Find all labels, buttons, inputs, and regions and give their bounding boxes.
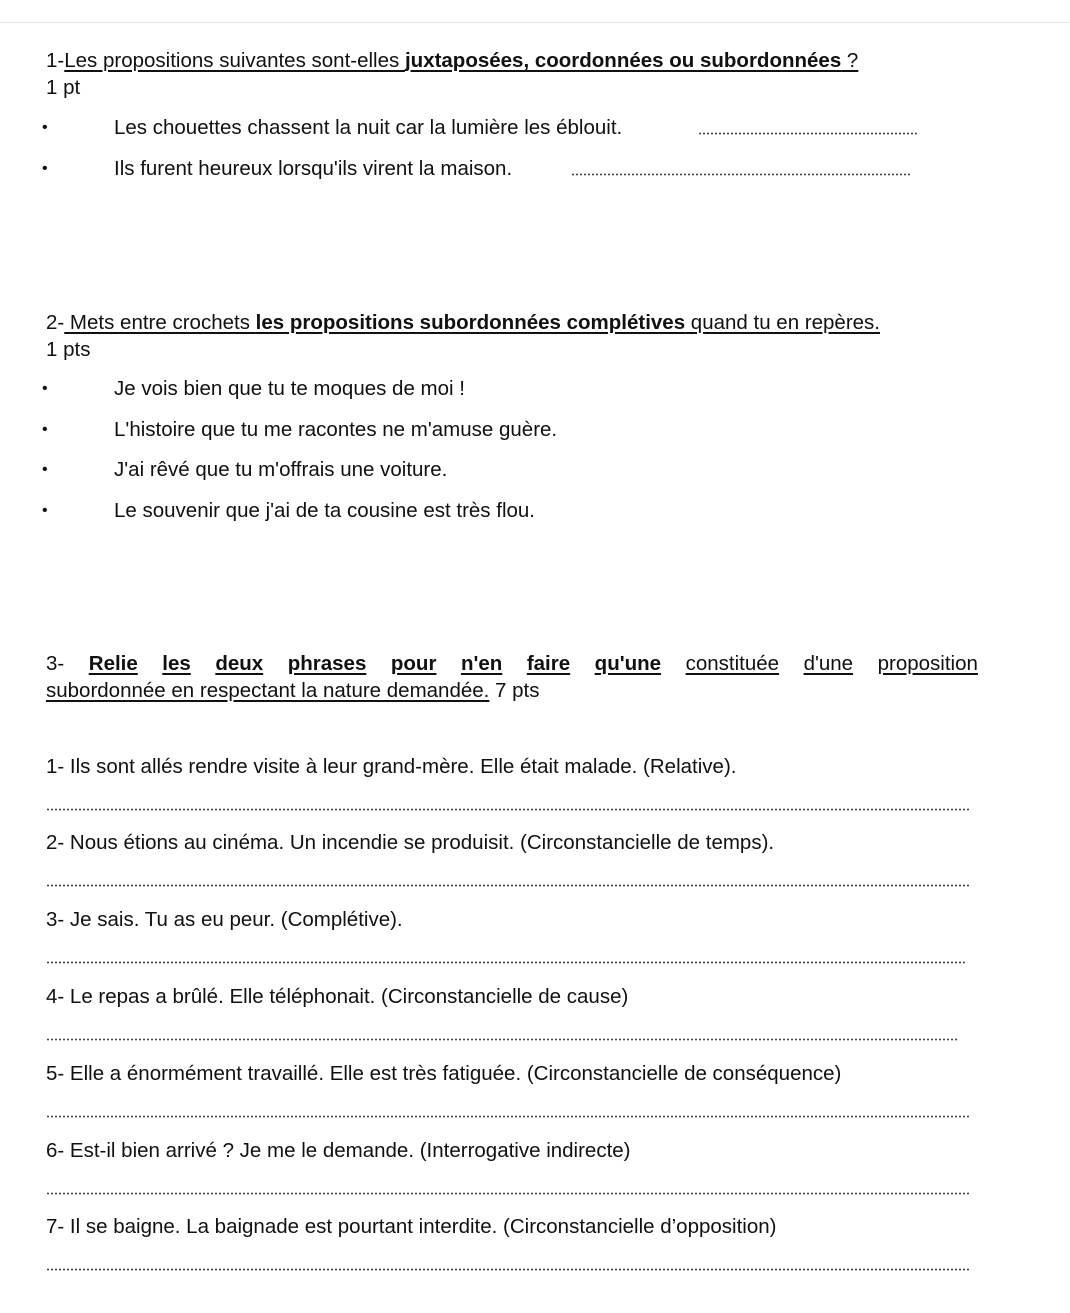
exercise-3-item: 7- Il se baigne. La baignade est pourtant interdite. (Circonstancielle d’opposition) — [46, 1215, 777, 1238]
exercise-1-item: Les chouettes chassent la nuit car la lumière les éblouit. — [114, 116, 623, 139]
answer-line[interactable] — [46, 1038, 959, 1041]
exercise-3-item: 3- Je sais. Tu as eu peur. (Complétive). — [46, 908, 403, 931]
exercise-3-item: 1- Ils sont allés rendre visite à leur grand-mère. Elle était malade. (Relative). — [46, 755, 737, 778]
exercise-1-instruction-bold: juxtaposées, coordonnées ou subordonnées — [404, 49, 842, 72]
exercise-3-number: 3- — [46, 652, 65, 675]
instruction-word: les — [162, 652, 191, 675]
exercise-2-item: L'histoire que tu me racontes ne m'amuse guère. — [114, 418, 558, 441]
exercise-2-instruction-c: quand tu en repères. — [685, 311, 880, 334]
exercise-1-instruction-a: Les propositions suivantes sont-elles — [64, 49, 405, 72]
answer-line[interactable] — [46, 961, 966, 964]
exercise-2-item: J'ai rêvé que tu m'offrais une voiture. — [114, 458, 448, 481]
exercise-3-item: 2- Nous étions au cinéma. Un incendie se produisit. (Circonstancielle de temps). — [46, 831, 775, 854]
answer-line[interactable] — [46, 884, 971, 887]
exercise-2-item: Le souvenir que j'ai de ta cousine est très flou. — [114, 499, 536, 522]
bullet-icon: • — [42, 502, 48, 519]
instruction-word: n'en — [460, 652, 503, 675]
answer-line[interactable] — [46, 808, 971, 811]
exercise-2-instruction — [46, 311, 880, 335]
exercise-2-points: 1 pts — [46, 338, 91, 361]
instruction-word: Relie — [88, 652, 138, 675]
exercise-1-item: Ils furent heureux lorsqu'ils virent la maison. — [114, 157, 513, 180]
bullet-icon: • — [42, 461, 48, 478]
exercise-3-instruction-tail: subordonnée en respectant la nature demandée. — [46, 679, 490, 702]
exercise-3-item: 5- Elle a énormément travaillé. Elle est très fatiguée. (Circonstancielle de conséquence) — [46, 1062, 842, 1085]
bullet-icon: • — [42, 160, 48, 177]
exercise-2-number: 2- — [46, 311, 65, 334]
instruction-word: phrases — [287, 652, 367, 675]
exercise-3-instruction-line-2 — [46, 679, 540, 703]
answer-line[interactable] — [46, 1268, 971, 1271]
instruction-word: qu'une — [594, 652, 662, 675]
instruction-word: d'une — [803, 652, 854, 675]
bullet-icon: • — [42, 380, 48, 397]
exercise-1-points: 1 pt — [46, 76, 81, 99]
exercise-2-item: Je vois bien que tu te moques de moi ! — [114, 377, 465, 400]
exercise-3-points: 7 pts — [489, 679, 540, 702]
answer-line[interactable] — [698, 132, 918, 135]
instruction-word: deux — [215, 652, 264, 675]
top-divider — [0, 22, 1070, 23]
answer-line[interactable] — [46, 1192, 971, 1195]
exercise-3-item: 6- Est-il bien arrivé ? Je me le demande. (Interrogative indirecte) — [46, 1139, 631, 1162]
bullet-icon: • — [42, 119, 48, 136]
bullet-icon: • — [42, 421, 48, 438]
exercise-1-instruction — [46, 49, 858, 73]
instruction-word: proposition — [877, 652, 978, 675]
instruction-word: faire — [526, 652, 571, 675]
exercise-3-item: 4- Le repas a brûlé. Elle téléphonait. (Circonstancielle de cause) — [46, 985, 629, 1008]
answer-line[interactable] — [571, 173, 911, 176]
instruction-word: constituée — [685, 652, 780, 675]
exercise-2-instruction-a: Mets entre crochets — [64, 311, 256, 334]
exercise-1-instruction-c: ? — [841, 49, 859, 72]
exercise-3-instruction-line-1 — [46, 652, 978, 676]
exercise-2-instruction-bold: les propositions subordonnées complétives — [255, 311, 686, 334]
answer-line[interactable] — [46, 1115, 971, 1118]
instruction-word: pour — [390, 652, 437, 675]
exercise-1-number: 1- — [46, 49, 65, 72]
